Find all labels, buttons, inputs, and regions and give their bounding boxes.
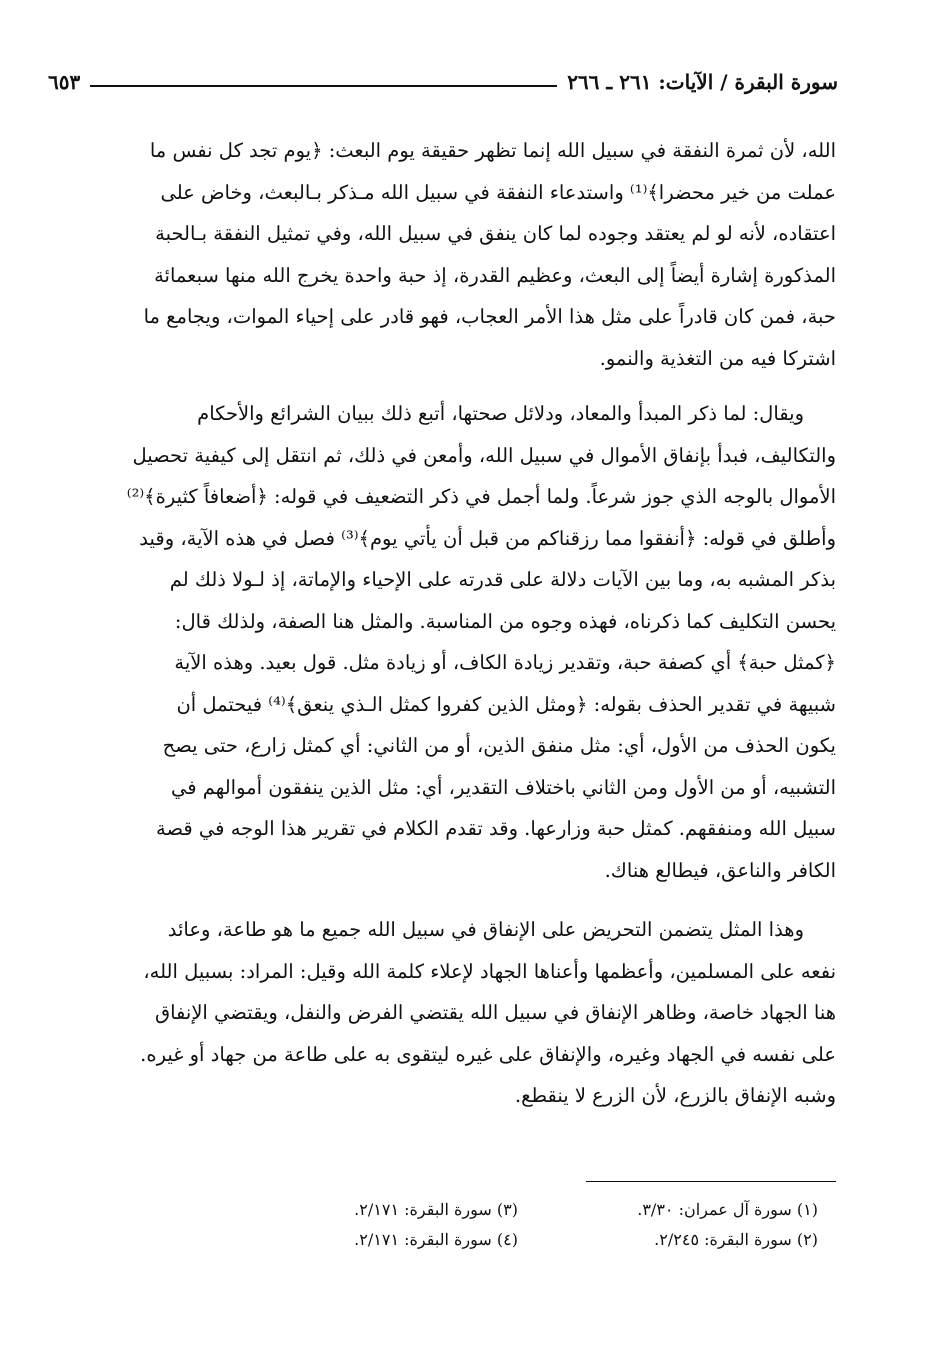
text-line: الكافر والناعق، فيطالع هناك. [604, 858, 836, 882]
footnote-1: (١) سورة آل عمران: ٣/٣٠. [637, 1200, 818, 1219]
text-line: سبيل الله ومنفقهم. كمثل حبة وزارعها. وقد تقدم الكلام في تقرير هذا الوجه في قصة [156, 817, 836, 840]
text-line: والتكاليف، فبدأ بإنفاق الأموال في سبيل الله، وأمعن في ذلك، ثم انتقل إلى كيفية تحصيل [132, 443, 836, 467]
text-line: نفعه على المسلمين، وأعظمها وأعناها الجهاد لإعلاء كلمة الله وقيل: المراد: بسبيل الله، [143, 959, 836, 983]
text-line: شبيهة في تقدير الحذف بقوله: ﴿ومثل الذين كفروا كمثل الـذي ينعق﴾⁽⁴⁾ فيحتمل أن [176, 692, 836, 716]
paragraph-gap [46, 379, 836, 393]
running-header [48, 62, 838, 102]
text-line: وأطلق في قوله: ﴿أنفقوا مما رزقناكم من قبل أن يأتي يوم﴾⁽³⁾ فصل في هذه الآية، وقيد [139, 526, 836, 550]
text-line: على نفسه في الجهاد وغيره، والإنفاق على غيره ليتقوى به على طاعة من جهاد أو غيره. [140, 1042, 836, 1066]
footnotes-left-column [200, 1195, 518, 1255]
header-rule [90, 85, 557, 87]
paragraph-gap [46, 891, 836, 909]
paragraph-1 [46, 130, 836, 379]
text-line: الله، لأن ثمرة النفقة في سبيل الله إنما تظهر حقيقة يوم البعث: ﴿يوم تجد كل نفس ما [149, 139, 836, 162]
text-line: حبة، فمن كان قادراً على مثل هذا الأمر العجاب، فهو قادر على إحياء الموات، ويجامع ما [143, 305, 836, 328]
text-line: وشبه الإنفاق بالزرع، لأن الزرع لا ينقطع. [514, 1084, 836, 1107]
text-line: ﴿كمثل حبة﴾ أي كصفة حبة، وتقدير زيادة الكاف، أو زيادة مثل. قول بعيد. وهذه الآية [174, 651, 836, 674]
text-line: يكون الحذف من الأول، أي: مثل منفق الذين، أو من الثاني: أي كمثل زارع، حتى يصح [162, 734, 836, 757]
text-line: المذكورة إشارة أيضاً إلى البعث، وعظيم القدرة، إذ حبة واحدة يخرج الله منها سبعمائة [154, 263, 836, 287]
paragraph-3 [46, 909, 836, 1117]
footnotes-right-column [518, 1195, 836, 1255]
text-line: يحسن التكليف كما ذكرناه، فهذه وجوه من المناسبة. والمثل هنا الصفة، ولذلك قال: [174, 609, 836, 633]
text-line: بذكر المشبه به، وما بين الآيات دلالة على قدرته على الإحياء والإماتة، إذ لـولا ذلك لم [169, 568, 836, 591]
text-line: وهذا المثل يتضمن التحريض على الإنفاق في سبيل الله جميع ما هو طاعة، وعائد [167, 918, 804, 941]
footnote-4: (٤) سورة البقرة: ٢/١٧١. [354, 1230, 518, 1249]
main-text [46, 130, 836, 1117]
page-number: ٦٥٣ [48, 70, 81, 94]
footnote-rule [586, 1181, 836, 1182]
header-title: سورة البقرة / الآيات: ٢٦١ ـ ٢٦٦ [567, 70, 838, 94]
text-line: عملت من خير محضرا﴾⁽¹⁾ واستدعاء النفقة في سبيل الله مـذكر بـالبعث، وخاض على [160, 180, 836, 204]
text-line: اعتقاده، لأنه لو لم يعتقد وجوده لما كان ينفق في سبيل الله، وفي تمثيل النفقة بـالحبة [155, 222, 836, 245]
text-line: ويقال: لما ذكر المبدأ والمعاد، ودلائل صحتها، أتبع ذلك ببيان الشرائع والأحكام [197, 402, 804, 425]
text-line: الأموال بالوجه الذي جوز شرعاً. ولما أجمل في ذكر التضعيف في قوله: ﴿أضعافاً كثيرة﴾⁽²⁾ [126, 485, 836, 508]
footnote-3: (٣) سورة البقرة: ٢/١٧١. [354, 1200, 518, 1219]
text-line: اشتركا فيه من التغذية والنمو. [599, 346, 836, 370]
text-line: هنا الجهاد خاصة، وظاهر الإنفاق في سبيل الله يقتضي الفرض والنفل، ويقتضي الإنفاق [154, 1001, 836, 1024]
paragraph-2 [46, 393, 836, 891]
footnotes [200, 1195, 836, 1255]
footnote-2: (٢) سورة البقرة: ٢/٢٤٥. [654, 1230, 818, 1249]
text-line: التشبيه، أو من الأول ومن الثاني باختلاف التقدير، أي: مثل الذين ينفقون أموالهم في [170, 775, 836, 799]
